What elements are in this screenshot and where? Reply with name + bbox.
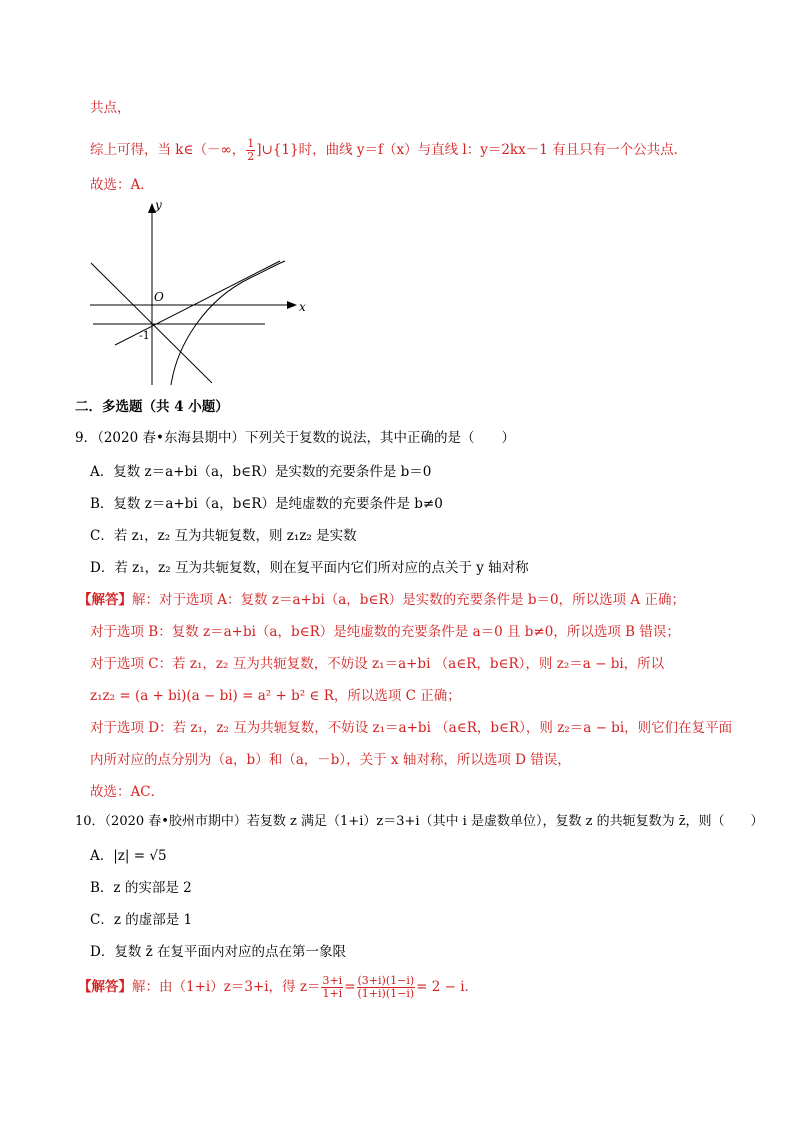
q9-option-d: D．若 z₁，z₂ 互为共轭复数，则在复平面内它们所对应的点关于 y 轴对称	[90, 560, 529, 576]
q9-option-c: C．若 z₁，z₂ 互为共轭复数，则 z₁z₂ 是实数	[90, 528, 357, 544]
q9-answer-line-5: 对于选项 D：若 z₁，z₂ 互为共轭复数，不妨设 z₁＝a+bi （a∈R，b∈R），则 z₂＝a − bi，则它们在复平面	[90, 720, 733, 736]
intro-line-1: 共点，	[90, 100, 131, 116]
q10-answer-line-1	[78, 975, 478, 1000]
x-axis-label: x	[299, 300, 306, 314]
intro-line-3: 故选：A．	[90, 177, 154, 193]
equals-sign: =	[344, 979, 356, 995]
q10-option-b: B．z 的实部是 2	[90, 880, 192, 896]
fraction-numerator: 3+i	[322, 974, 343, 987]
q9-stem: 9．（2020 春•东海县期中）下列关于复数的说法，其中正确的是（ ）	[75, 430, 515, 446]
q9-option-b: B．复数 z＝a+bi（a，b∈R）是纯虚数的充要条件是 b≠0	[90, 496, 443, 512]
answer-tag: 【解答】	[78, 979, 132, 995]
fraction-numerator: 1	[247, 137, 255, 150]
q9-answer-line-2: 对于选项 B：复数 z＝a+bi（a，b∈R）是纯虚数的充要条件是 a＝0 且 b≠0，所以选项 B 错误；	[90, 624, 680, 640]
y-axis-label: y	[155, 198, 162, 212]
half-fraction	[246, 138, 255, 163]
origin-label: O	[154, 290, 164, 304]
q9-answer-text-1: 解：对于选项 A：复数 z＝a+bi（a，b∈R）是实数的充要条件是 b＝0，所以选项 A 正确；	[132, 592, 685, 608]
q9-answer-line-4: z₁z₂ = (a + bi)(a − bi) = a² + b² ∈ R，所以选项 C 正确；	[90, 688, 461, 704]
minus-one-label: -1	[139, 329, 150, 342]
fraction-denominator: 1+i	[322, 987, 343, 1000]
x-axis-arrow-icon	[287, 301, 297, 309]
q10-option-a: A．|z| = √5	[90, 848, 167, 864]
q10-option-c: C．z 的虚部是 1	[90, 912, 193, 928]
q9-answer-line-7: 故选：AC．	[90, 784, 165, 800]
q10-answer-text-b: = 2 − i．	[416, 979, 479, 995]
answer-tag: 【解答】	[78, 592, 132, 608]
q9-answer-line-1	[78, 590, 685, 610]
q9-option-a: A．复数 z＝a+bi（a，b∈R）是实数的充要条件是 b＝0	[90, 464, 432, 480]
q10-stem: 10．（2020 春•胶州市期中）若复数 z 满足（1+i）z＝3+i（其中 i 是虚数单位），复数 z 的共轭复数为 z̄，则（ ）	[75, 814, 764, 829]
intro-line-2-a: 综上可得，当 k∈（－∞，	[90, 142, 246, 158]
q10-answer-text-a: 解：由（1+i）z＝3+i，得 z＝	[132, 979, 321, 995]
fraction-numerator: (3+i)(1−i)	[357, 974, 415, 987]
fraction-expanded	[357, 975, 416, 1000]
q10-option-d: D．复数 z̄ 在复平面内对应的点在第一象限	[90, 944, 347, 960]
fraction-3i-over-1i	[321, 975, 343, 1000]
q9-answer-line-3: 对于选项 C：若 z₁，z₂ 互为共轭复数，不妨设 z₁＝a+bi （a∈R，b∈R），则 z₂＝a − bi，所以	[90, 656, 665, 672]
function-graph	[85, 195, 315, 390]
section-title: 二．多选题（共 4 小题）	[75, 399, 229, 415]
intro-line-2-b: ]∪{1}时，曲线 y＝f（x）与直线 l：y＝2kx－1 有且只有一个公共点．	[256, 142, 688, 158]
intro-line-2	[90, 138, 687, 163]
fraction-denominator: 2	[247, 150, 255, 163]
fraction-denominator: (1+i)(1−i)	[357, 987, 415, 1000]
q9-answer-line-6: 内所对应的点分别为（a，b）和（a，－b），关于 x 轴对称，所以选项 D 错误，	[90, 752, 571, 768]
log-curve	[171, 261, 285, 385]
